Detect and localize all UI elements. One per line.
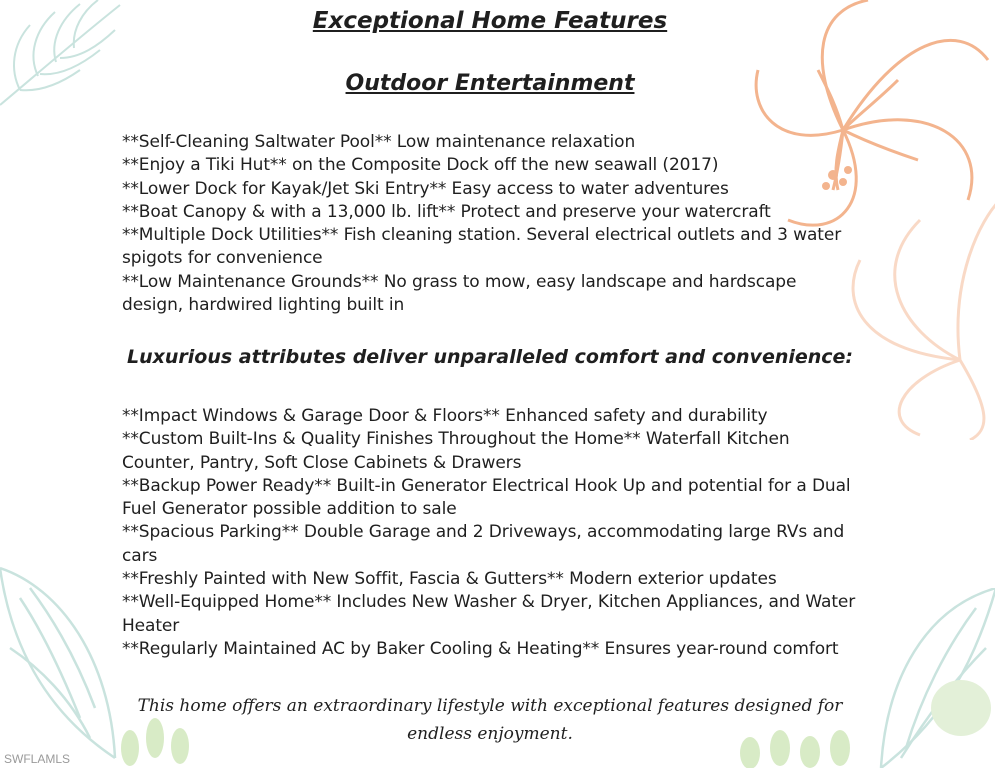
list-item: **Freshly Painted with New Soffit, Fascia & Gutters** Modern exterior updates	[122, 569, 777, 590]
section-title-luxury: Luxurious attributes deliver unparalleled comfort and convenience:	[127, 346, 854, 368]
section-title-outdoor: Outdoor Entertainment	[345, 71, 635, 96]
list-item: **Spacious Parking** Double Garage and 2 Driveways, accommodating large RVs and cars	[122, 522, 845, 566]
luxury-features-list	[122, 405, 862, 661]
watermark-text: SWFLAMLS	[4, 752, 71, 766]
page-title: Exceptional Home Features	[312, 8, 668, 34]
list-item: **Multiple Dock Utilities** Fish cleaning station. Several electrical outlets and 3 water spigots for convenience	[122, 225, 842, 269]
list-item: **Backup Power Ready** Built-in Generator Electrical Hook Up and potential for a Dual Fuel Generator possible addition to sale	[122, 475, 851, 520]
outdoor-features-list	[122, 131, 862, 317]
list-item: **Well-Equipped Home** Includes New Washer & Dryer, Kitchen Appliances, and Water Heater	[122, 592, 856, 636]
list-item: **Enjoy a Tiki Hut** on the Composite Dock off the new seawall (2017)	[122, 155, 719, 176]
closing-statement: This home offers an extraordinary lifestyle with exceptional features designed for endless enjoyment.	[137, 696, 843, 744]
list-item: **Impact Windows & Garage Door & Floors** Enhanced safety and durability	[122, 406, 768, 426]
list-item: **Boat Canopy & with a 13,000 lb. lift** Protect and preserve your watercraft	[122, 201, 771, 222]
list-item: **Custom Built-Ins & Quality Finishes Throughout the Home** Waterfall Kitchen Counter, Pantry, Soft Close Cabinets & Drawers	[122, 429, 790, 473]
list-item: **Low Maintenance Grounds** No grass to mow, easy landscape and hardscape design, hardwired lighting built in	[122, 271, 797, 316]
list-item: **Lower Dock for Kayak/Jet Ski Entry** Easy access to water adventures	[122, 178, 729, 199]
list-item: **Regularly Maintained AC by Baker Cooling & Heating** Ensures year-round comfort	[122, 638, 839, 659]
list-item: **Self-Cleaning Saltwater Pool** Low maintenance relaxation	[122, 132, 636, 152]
